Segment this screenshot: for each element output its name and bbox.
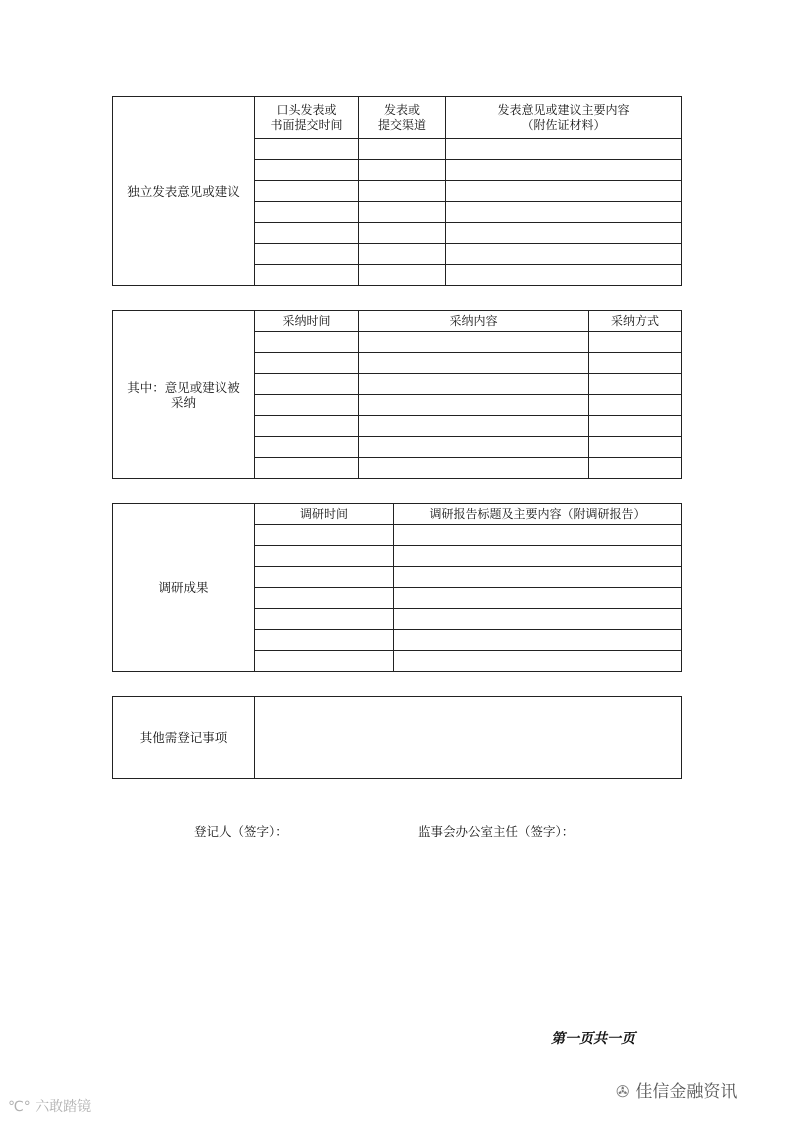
- table-cell[interactable]: [255, 416, 359, 437]
- table-cell[interactable]: [589, 332, 682, 353]
- table-cell[interactable]: [255, 181, 359, 202]
- table-cell[interactable]: [446, 244, 682, 265]
- table-cell[interactable]: [255, 630, 394, 651]
- table-cell[interactable]: [446, 223, 682, 244]
- table-cell[interactable]: [255, 525, 394, 546]
- table-cell[interactable]: [359, 202, 446, 223]
- table-cell[interactable]: [359, 223, 446, 244]
- logo-icon: ℃°: [8, 1099, 31, 1115]
- table-cell[interactable]: [359, 160, 446, 181]
- table-cell[interactable]: [255, 437, 359, 458]
- table-cell[interactable]: [255, 223, 359, 244]
- opinion-label: 独立发表意见或建议: [113, 97, 255, 286]
- page-number: 第一页共一页: [551, 1031, 635, 1047]
- wechat-icon: ✇: [616, 1082, 630, 1101]
- table-cell[interactable]: [589, 353, 682, 374]
- table-cell[interactable]: [589, 416, 682, 437]
- opinion-content-header: 发表意见或建议主要内容 （附佐证材料）: [446, 97, 682, 139]
- table-cell[interactable]: [255, 353, 359, 374]
- table-cell[interactable]: [394, 546, 682, 567]
- table-cell[interactable]: [255, 395, 359, 416]
- research-table: [112, 503, 682, 672]
- table-cell[interactable]: [359, 332, 589, 353]
- table-cell[interactable]: [255, 374, 359, 395]
- table-cell[interactable]: [255, 546, 394, 567]
- table-cell[interactable]: [394, 525, 682, 546]
- table-cell[interactable]: [255, 567, 394, 588]
- registrar-signature-label: 登记人（签字）：: [194, 824, 288, 839]
- table-cell[interactable]: [359, 374, 589, 395]
- table-cell[interactable]: [359, 139, 446, 160]
- table-cell[interactable]: [394, 567, 682, 588]
- table-cell[interactable]: [446, 202, 682, 223]
- other-items-field[interactable]: [255, 697, 682, 779]
- director-signature-label: 监事会办公室主任（签字）：: [418, 824, 575, 839]
- table-cell[interactable]: [394, 609, 682, 630]
- table-cell[interactable]: [359, 416, 589, 437]
- table-cell[interactable]: [255, 244, 359, 265]
- table-cell[interactable]: [394, 630, 682, 651]
- research-time-header: 调研时间: [255, 504, 394, 525]
- other-items-label: 其他需登记事项: [113, 697, 255, 779]
- other-items-table: [112, 696, 682, 779]
- table-cell[interactable]: [255, 588, 394, 609]
- table-cell[interactable]: [255, 265, 359, 286]
- table-cell[interactable]: [255, 202, 359, 223]
- table-cell[interactable]: [255, 139, 359, 160]
- table-cell[interactable]: [446, 160, 682, 181]
- adoption-content-header: 采纳内容: [359, 311, 589, 332]
- table-cell[interactable]: [589, 437, 682, 458]
- table-cell[interactable]: [394, 588, 682, 609]
- adoption-time-header: 采纳时间: [255, 311, 359, 332]
- adoption-method-header: 采纳方式: [589, 311, 682, 332]
- table-cell[interactable]: [589, 458, 682, 479]
- table-cell[interactable]: [359, 458, 589, 479]
- table-cell[interactable]: [255, 651, 394, 672]
- table-cell[interactable]: [359, 181, 446, 202]
- table-cell[interactable]: [394, 651, 682, 672]
- watermark-left: ℃° 六敢踏镜: [8, 1099, 92, 1115]
- table-cell[interactable]: [255, 609, 394, 630]
- table-cell[interactable]: [446, 181, 682, 202]
- table-cell[interactable]: [446, 139, 682, 160]
- table-cell[interactable]: [589, 374, 682, 395]
- table-cell[interactable]: [359, 353, 589, 374]
- table-cell[interactable]: [589, 395, 682, 416]
- research-report-header: 调研报告标题及主要内容（附调研报告）: [394, 504, 682, 525]
- opinion-channel-header: 发表或 提交渠道: [359, 97, 446, 139]
- opinion-table: [112, 96, 682, 286]
- table-cell[interactable]: [255, 458, 359, 479]
- table-cell[interactable]: [359, 395, 589, 416]
- adoption-label: 其中：意见或建议被 采纳: [113, 311, 255, 479]
- table-cell[interactable]: [359, 244, 446, 265]
- table-cell[interactable]: [359, 437, 589, 458]
- opinion-time-header: 口头发表或 书面提交时间: [255, 97, 359, 139]
- table-cell[interactable]: [359, 265, 446, 286]
- table-cell[interactable]: [255, 332, 359, 353]
- research-label: 调研成果: [113, 504, 255, 672]
- table-cell[interactable]: [255, 160, 359, 181]
- adoption-table: [112, 310, 682, 479]
- watermark-right: ✇ 佳信金融资讯: [616, 1082, 738, 1102]
- table-cell[interactable]: [446, 265, 682, 286]
